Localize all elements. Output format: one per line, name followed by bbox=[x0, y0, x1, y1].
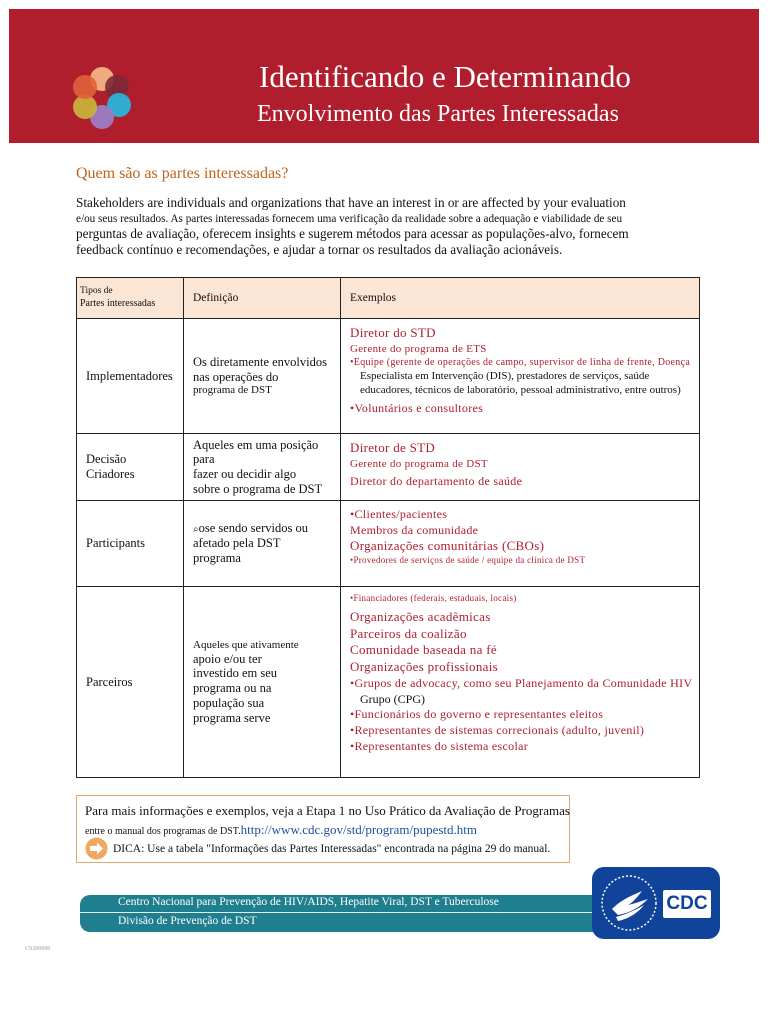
example-item: Parceiros da coalizão bbox=[350, 625, 467, 641]
example-item: Diretor do departamento de saúde bbox=[350, 474, 523, 489]
table-row bbox=[77, 319, 700, 434]
def-line: programa ou na bbox=[193, 681, 272, 696]
table-row bbox=[77, 434, 700, 501]
intro-line-4: feedback contínuo e recomendações, e ajudar a tornar os resultados da avaliação acionáveis. bbox=[76, 242, 563, 257]
example-item: Especialista em Intervenção (DIS), prestadores de serviços, saúde bbox=[360, 370, 650, 383]
intro-paragraph bbox=[76, 195, 706, 259]
type-line: Decisão bbox=[86, 452, 127, 466]
arrow-right-icon bbox=[85, 837, 108, 860]
def-line: investido em seu bbox=[193, 666, 278, 681]
intro-line-1: Stakeholders are individuals and organizations that have an interest in or are affected by your evaluation bbox=[76, 195, 626, 210]
def-line: programa serve bbox=[193, 710, 271, 725]
example-item: •Representantes de sistemas correcionais (adulto, juvenil) bbox=[350, 723, 645, 738]
example-item: •Funcionários do governo e representantes eleitos bbox=[350, 707, 604, 722]
example-item: •Provedores de serviços de saúde / equipe da clínica de DST bbox=[350, 555, 586, 566]
def-line: fazer ou decidir algo bbox=[193, 467, 297, 481]
row-definition bbox=[184, 319, 341, 434]
def-line: apoio e/ou ter bbox=[193, 651, 262, 666]
example-item: •Voluntários e consultores bbox=[350, 400, 484, 415]
footer-divider bbox=[80, 912, 600, 913]
def-line: nas operações do bbox=[193, 369, 279, 384]
table-header-row bbox=[77, 278, 700, 319]
footer-center-name: Centro Nacional para Prevenção de HIV/AIDS, Hepatite Viral, DST e Tuberculose bbox=[118, 896, 499, 908]
footer-division: Divisão de Prevenção de DST bbox=[118, 915, 257, 927]
example-item: Gerente do programa de ETS bbox=[350, 342, 487, 355]
info-line-1: Para mais informações e exemplos, veja a Etapa 1 no Uso Prático da Avaliação de Programas bbox=[85, 803, 570, 818]
def-line bbox=[193, 521, 337, 536]
def-line: Aqueles em uma posição para bbox=[193, 437, 319, 467]
row-examples bbox=[341, 587, 700, 778]
header-types-line-1: Tipos de bbox=[80, 286, 113, 297]
def-line: afetado pela DST bbox=[193, 536, 281, 551]
header-types bbox=[77, 278, 184, 319]
example-item: Membros da comunidade bbox=[350, 522, 479, 537]
tip-text: DICA: Use a tabela "Informações das Partes Interessadas" encontrada na página 29 do manual. bbox=[113, 843, 551, 855]
def-line: programa de DST bbox=[193, 384, 272, 397]
example-item: •Representantes do sistema escolar bbox=[350, 738, 529, 753]
stakeholder-table bbox=[76, 277, 700, 778]
row-examples bbox=[341, 434, 700, 501]
magnifier-icon: ⌕ bbox=[193, 524, 199, 536]
example-item: Grupo (CPG) bbox=[360, 691, 425, 706]
manual-link[interactable]: http://www.cdc.gov/std/program/pupestd.htm bbox=[240, 822, 477, 837]
def-line: Aqueles que ativamente bbox=[193, 638, 299, 651]
example-item: Gerente do programa de DST bbox=[350, 457, 488, 470]
example-item: educadores, técnicos de laboratório, pessoal administrativo, entre outros) bbox=[360, 384, 681, 397]
hhs-eagle-seal-icon bbox=[598, 871, 660, 935]
row-examples bbox=[341, 501, 700, 587]
example-item: Organizações comunitárias (CBOs) bbox=[350, 538, 545, 554]
info-line-2-prefix: entre o manual dos programas de DST. bbox=[85, 826, 241, 837]
row-definition bbox=[184, 587, 341, 778]
header-types-line-2: Partes interessadas bbox=[80, 297, 156, 309]
intro-line-3: perguntas de avaliação, oferecem insights e sugerem métodos para acessar as populações-alvo, fornecem bbox=[76, 225, 629, 241]
type-line: Criadores bbox=[86, 467, 135, 481]
info-line-2 bbox=[85, 822, 477, 838]
header-definition: Definição bbox=[184, 278, 341, 319]
section-heading: Quem são as partes interessadas? bbox=[76, 165, 289, 182]
info-box bbox=[76, 795, 570, 863]
example-item: •Clientes/pacientes bbox=[350, 507, 448, 521]
example-item: •Financiadores (federais, estaduais, locais) bbox=[350, 593, 517, 603]
def-line: programa bbox=[193, 550, 241, 565]
row-type bbox=[77, 434, 184, 501]
example-item: Diretor do STD bbox=[350, 325, 436, 340]
title-line-2: Envolvimento das Partes Interessadas bbox=[257, 101, 619, 127]
example-item: •Equipe (gerente de operações de campo, supervisor de linha de frente, Doença bbox=[350, 357, 691, 369]
row-type: Participants bbox=[77, 501, 184, 587]
row-type: Implementadores bbox=[77, 319, 184, 434]
def-line: população sua bbox=[193, 695, 265, 710]
example-item: Comunidade baseada na fé bbox=[350, 642, 497, 658]
circles-logo-icon bbox=[69, 65, 135, 131]
intro-line-2: e/ou seus resultados. As partes interessadas fornecem uma verificação da realidade sobre a adequação e viabilidade de seu bbox=[76, 212, 623, 225]
row-examples bbox=[341, 319, 700, 434]
document-code: CS200000 bbox=[25, 946, 51, 952]
def-line: sobre o programa de DST bbox=[193, 481, 323, 496]
cdc-logo-text: CDC bbox=[663, 890, 711, 918]
example-item: Organizações acadêmicas bbox=[350, 608, 491, 624]
table-row bbox=[77, 501, 700, 587]
example-item: Organizações profissionais bbox=[350, 659, 498, 675]
row-type: Parceiros bbox=[77, 587, 184, 778]
title-line-1: Identificando e Determinando bbox=[259, 59, 631, 94]
example-item: •Grupos de advocacy, como seu Planejamento da Comunidade HIV bbox=[350, 676, 693, 691]
table-row bbox=[77, 587, 700, 778]
def-line: Os diretamente envolvidos bbox=[193, 354, 327, 369]
header-examples: Exemplos bbox=[341, 278, 700, 319]
row-definition bbox=[184, 501, 341, 587]
example-item: Diretor de STD bbox=[350, 440, 436, 455]
row-definition bbox=[184, 434, 341, 501]
header-banner bbox=[9, 9, 759, 143]
def-line-text: ose sendo servidos ou bbox=[198, 521, 308, 536]
